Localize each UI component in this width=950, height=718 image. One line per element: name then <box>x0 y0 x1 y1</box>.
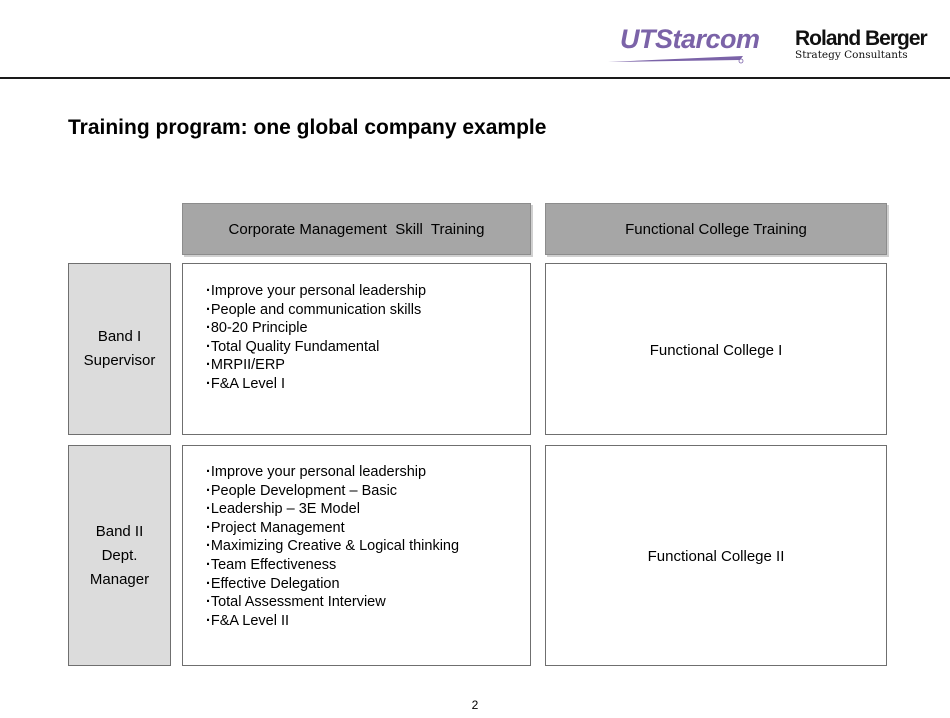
list-item: · Total Assessment Interview <box>206 593 459 612</box>
functional-college-label: Functional College II <box>647 548 785 565</box>
page-title: Training program: one global company example <box>68 116 547 139</box>
roland-berger-logo <box>795 28 927 61</box>
functional-training-cell-row-2 <box>545 445 887 666</box>
list-item: · 80-20 Principle <box>206 319 426 338</box>
band-label-row-2 <box>68 445 171 666</box>
management-training-cell-row-1 <box>182 263 531 435</box>
utstarcom-logo-text: UTStarcom <box>620 24 760 54</box>
page-number: 2 <box>471 698 479 712</box>
band-label-line: Dept. <box>101 546 138 564</box>
list-item: · F&A Level I <box>206 375 426 394</box>
list-item: · Project Management <box>206 519 459 538</box>
list-item: · Improve your personal leadership <box>206 463 459 482</box>
column-header-functional: Functional College Training <box>545 203 887 255</box>
management-training-list <box>206 463 459 630</box>
band-label-line: Band II <box>95 522 144 540</box>
list-item: · People and communication skills <box>206 301 426 320</box>
list-item: · Improve your personal leadership <box>206 282 426 301</box>
list-item: · MRPII/ERP <box>206 356 426 375</box>
roland-berger-logo-name: Roland Berger <box>795 27 927 50</box>
management-training-cell-row-2 <box>182 445 531 666</box>
header-divider <box>0 77 950 79</box>
utstarcom-swoosh-icon <box>608 52 748 64</box>
band-label-line: Supervisor <box>83 352 156 369</box>
list-item: · Team Effectiveness <box>206 556 459 575</box>
list-item: · Maximizing Creative & Logical thinking <box>206 537 459 556</box>
list-item: · People Development – Basic <box>206 482 459 501</box>
list-item: · Total Quality Fundamental <box>206 338 426 357</box>
band-label-row-1 <box>68 263 171 435</box>
list-item: · Effective Delegation <box>206 575 459 594</box>
utstarcom-logo <box>608 22 760 64</box>
band-label-line: Band I <box>97 328 142 345</box>
list-item: · Leadership – 3E Model <box>206 500 459 519</box>
roland-berger-logo-subtitle: Strategy Consultants <box>795 49 908 61</box>
functional-training-cell-row-1 <box>545 263 887 435</box>
list-item: · F&A Level II <box>206 612 459 631</box>
functional-college-label: Functional College I <box>649 342 783 359</box>
column-header-management: Corporate Management Skill Training <box>182 203 531 255</box>
band-label-line: Manager <box>89 570 150 588</box>
management-training-list <box>206 282 426 394</box>
